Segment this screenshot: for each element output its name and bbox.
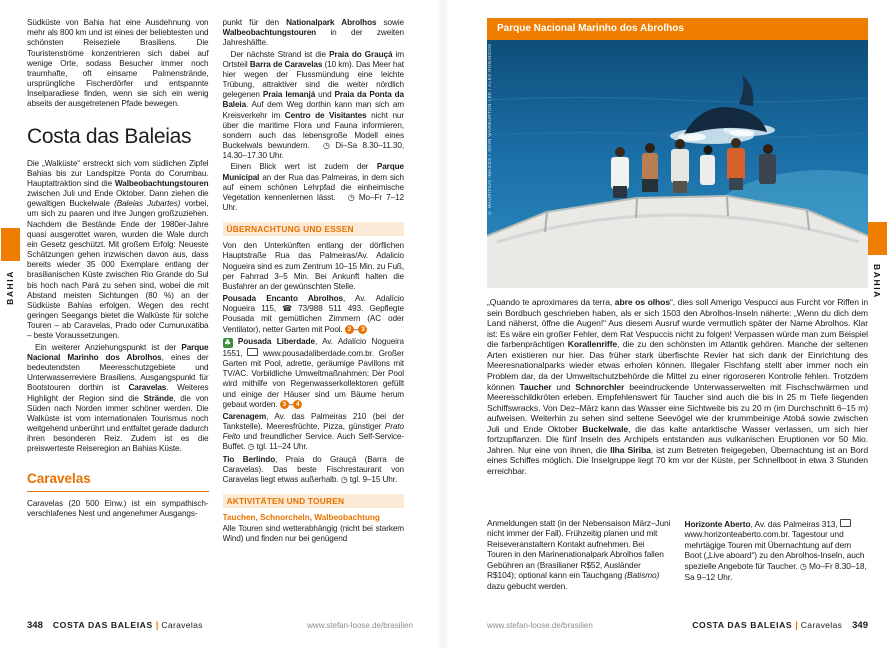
listing-tio-berlindo: Tio Berlindo, Praia do Grauçá (Barra de Caravelas). Das beste Fischrestaurant von Caravelas liegt etwas außerhalb. ◷ tgl. 9–15 Uhr.: [222, 454, 404, 484]
paragraph: Alle Touren sind wetterabhängig (nicht bei starkem Wind) und finden nur bei genügend: [222, 524, 404, 544]
paragraph: Von den Unterkünften entlang der dörflichen Hauptstraße Rua das Palmeiras/Av. Adalicio Nogueira sind es zum Zentrum 10–15 Min. zu Fuß, per Fahrrad 3–5 Min. Bei Ankunft halten die Busfahrer an der gewünschten Stelle.: [222, 241, 404, 291]
paragraph: Einen Blick wert ist zudem der Parque Municipal an der Rua das Palmeiras, in dem sich auf einem schönen Lehrpfad die einheimische Vegetation kennenlernen lässt. ◷ Mo–Fr 7–12 Uhr.: [222, 162, 404, 213]
footer-section: Caravelas: [800, 620, 843, 630]
phone-icon: ☎: [282, 304, 293, 314]
website-icon: [247, 348, 258, 356]
chapter-tab-label: BAHIA: [872, 264, 882, 299]
footer-chapter: COSTA DAS BALEIAS: [52, 620, 153, 630]
page-footer: [27, 620, 413, 631]
listing-pousada-liberdade: ♣ Pousada Liberdade, Av. Adalício Nogueira 1551, www.pousadaliberdade.com.br. Großer Garten mit Pool, adrette, geräumige Pavillons mit TV/AC. Vorbildliche Umweltmaßnahmen: Der Pool wird mithilfe von Regenwasserkollektoren gefüllt und einige der Häuser sind um Bäume herum gebaut worden. 3 – 4: [222, 336, 404, 409]
page-349: [443, 0, 887, 648]
activities-subheading: Tauchen, Schnorcheln, Walbeobachtung: [222, 513, 380, 523]
section-heading-lodging: ÜBERNACHTUNG UND ESSEN: [223, 222, 405, 236]
clock-icon: ◷: [247, 442, 255, 452]
listing-pousada-encanto: Pousada Encanto Abrolhos, Av. Adalício Nogueira 115, ☎ 73/988 511 493. Gepflegte Pousada mit gemütlichen Zimmern (AC oder Ventilator), netter Garten mit Pool. 2 – 3: [222, 294, 404, 334]
feature-photo: [487, 18, 868, 288]
page-number: 349: [852, 620, 868, 631]
chapter-tab-right: [867, 222, 887, 299]
column-1: [27, 18, 209, 600]
paragraph: punkt für den Nationalpark Abrolhos sowie Walbeobachtungstouren in der zweiten Jahreshälfte.: [222, 18, 404, 48]
footer-section: Caravelas: [161, 620, 203, 630]
eco-pick-icon: ♣: [223, 337, 232, 347]
column-2: [223, 18, 405, 600]
footer-separator: |: [155, 620, 159, 630]
page-number: 348: [27, 620, 43, 631]
clock-icon: ◷: [799, 561, 807, 571]
section-heading-activities: AKTIVITÄTEN UND TOUREN: [223, 494, 405, 508]
paragraph: Die „Walküste“ erstreckt sich vom südlichen Zipfel Bahias bis zur Landspitze Ponta do Corumbau. Hauptattraktion sind die Walbeobachtungstouren zwischen Juli und Ende Oktober. Dann ziehen die gewaltigen Buckelwale (Baleias Jubartes) vorbei, um sich zu paaren und ihre Jungen großzuziehen. Nachdem die Bestände Ende der 1980er-Jahre quasi ausgerottet waren, wurden die Wale durch ein Gesetz geschützt. Mit großem Erfolg: Neueste Schätzungen gehen inzwischen davon aus, dass bereits wieder 35 000 Exemplare entlang der brasilianischen Küste zwischen Rio Grande do Sul bis hoch nach Pará zu sehen sind, wobei die mit Abstand meisten Sichtungen (80 %) an der Südküste Bahias erfolgen. Wegen des recht geringen Seegangs bietet die Walküste für solche Touren – ab Caravelas, Prado oder Cumuruxatiba – beste Voraussetzungen.: [27, 158, 209, 341]
clock-icon: ◷: [340, 474, 348, 484]
photo-caption-bar: Parque Nacional Marinho dos Abrolhos: [487, 18, 868, 40]
listing-horizonte-aberto: Horizonte Aberto, Av. das Palmeiras 313, www.horizonteaberto.com.br. Tagestour und mehrtägige Touren mit Übernachtung auf dem Boot („Live aboard“) zu den Abrolhos-Inseln, auch spezielle Angebote für Taucher. ◷ Mo–Fr 8.30–18, Sa 9–12 Uhr.: [684, 519, 867, 582]
footer-separator: |: [795, 620, 798, 630]
paragraph: Caravelas (20 500 Einw.) ist ein sympathisch-verschlafenes Nest und angenehmer Ausgangs-: [27, 498, 209, 518]
page-348: [0, 0, 443, 648]
listing-carenagem: Carenagem, Av. das Palmeiras 210 (bei der Tankstelle). Meeresfrüchte, Pizza, günstiger Prato Feito und freundlicher Service. Auch Self-Service-Buffet. ◷ tgl. 11–24 Uhr.: [222, 411, 404, 452]
photo-credit: © MAURITIUS IMAGES / JOHN WARBURTON-LEE / ALEX ROBINSON: [487, 44, 492, 216]
footer-url: www.stefan-loose.de/brasilien: [487, 621, 593, 630]
chapter-tab-label: BAHIA: [5, 270, 15, 305]
feature-text: „Quando te aproximares da terra, abre os olhos“, dies soll Amerigo Vespucci aus Furcht vor Riffen in sein Bordbuch geschrieben haben, als er sich 1503 den Abrolhos-Inseln näherte: „Wenn du dich dem Land näherst, öffne die Augen!“ Aus diesem Ausruf wurde vermutlich später der Name Abrolhos. Klar ist: Es wäre ein großer Fehler, dem Rat Vespuccis nicht zu folgen! Verpassen würde man zum Beispiel die farbenprächtigen Korallenriffe, die zu den schönsten im Atlantik gehören. Manche der seltenen Arten existieren nur hier. Das früher stark überfischte Revier hat sich dank der Einrichtung des Meeresnationalparks wieder etwas erholen können. Illegaler Fischfang stellt aber immer noch ein Problem dar, da der Umweltschutzbehörde die Mittel zu einer rigoroseren Kontrolle fehlen. Trotzdem können Taucher und Schnorchler beeindruckende Unterwasserwelten mit Fischschwärmen und Meeresschildkröten erleben. Empfehlenswert für Taucher sind auch die bis in 25 m Tiefe liegenden Schiffswracks. Von Dez–März kann das Wasser eine Sichtweite bis zu 20 m (im Durchschnitt 6–15 m) aufweisen. Weiterhin zu sehen sind seltene Seevögel wie der krummbeinige Atobá sowie zwischen Juli und Ende Oktober Buckelwale, die das kalte antarktische Wasser verlassen, um sich hier fortzupflanzen. Die fünf Inseln des Archipels entstanden aus vulkanischen Eruptionen vor 50 Mio. Jahren. Nur eine von ihnen, die Ilha Siriba, ist zum Betreten freigegeben, Übernachtung ist an Bord eines Schiffes möglich. Die Inselgruppe liegt 70 km vor der Küste, per Schnellboot in etwa 3 Stunden erreichbar.: [487, 297, 869, 476]
clock-icon: ◷: [323, 141, 330, 151]
town-heading: Caravelas: [27, 471, 209, 492]
booking-info-paragraph: Anmeldungen statt (in der Nebensaison März–Juni nicht immer der Fall). Frühzeitig planen und mit Reiseveranstaltern Kontakt aufnehmen. Bei Touren in den Marinenationalpark Abrolhos fallen Gebühren an (Brasilianer R$52, Ausländer R$104); optional kann ein Tauchgang (Batismo) dazu gebucht werden.: [487, 518, 671, 591]
whale-watching-photo: [487, 40, 868, 288]
paragraph: Ein weiterer Anziehungspunkt ist der Parque Nacional Marinho dos Abrolhos, eines der bedeutendsten Meeresschutzgebiete und Unterwasserreviere Brasiliens. Ausgangspunkt für Bootstouren dorthin ist Caravelas. Weiteres Highlight der Region sind die Strände, die von Süden nach Norden immer schöner werden. Die Walküste ist vom internationalen Tourismus noch weitgehend unberührt und entfaltet gerade dadurch ihren besonderen Reiz. Zudem ist es die preiswerteste Reiseregion an Bahias Küste.: [27, 342, 209, 454]
clock-icon: ◷: [347, 192, 355, 202]
intro-paragraph: Südküste von Bahia hat eine Ausdehnung von mehr als 800 km und ist eines der beliebtesten und schönsten Reiseziele Brasiliens. Die Touristenströme konzentrieren sich dabei auf wenige Orte, sodass Besucher immer noch traumhafte, oft einsame Palmenstrände, ursprüngliche Fischerdörfer und entspannte Inselparadiese finden, wenn sie sich ein wenig abseits der ausgetretenen Pfade bewegen.: [27, 18, 209, 109]
region-title: Costa das Baleias: [27, 124, 192, 148]
page-footer: [487, 620, 868, 631]
chapter-tab-color-block: [868, 222, 887, 255]
paragraph: Der nächste Strand ist die Praia do Grauçá im Ortsteil Barra de Caravelas (10 km). Das Meer hat hier wegen der Flussmündung eine leichte Trübung, attraktiver sind die weiter nördlich gelegenen Praia Iemanjá und Praia da Ponta da Baleia. Auf dem Weg dorthin kann man sich am Kreisverkehr im Centro de Visitantes nicht nur über die maritime Flora und Fauna informieren, sondern auch das lebensgroße Modell eines Buckelwals bewundern. ◷ Di–Sa 8.30–11.30, 14.30–17.30 Uhr.: [222, 49, 404, 161]
footer-url: www.stefan-loose.de/brasilien: [307, 621, 413, 630]
text-columns: [27, 18, 404, 600]
website-icon: [840, 519, 851, 527]
footer-chapter: COSTA DAS BALEIAS: [692, 620, 793, 630]
bottom-columns: [487, 518, 868, 591]
